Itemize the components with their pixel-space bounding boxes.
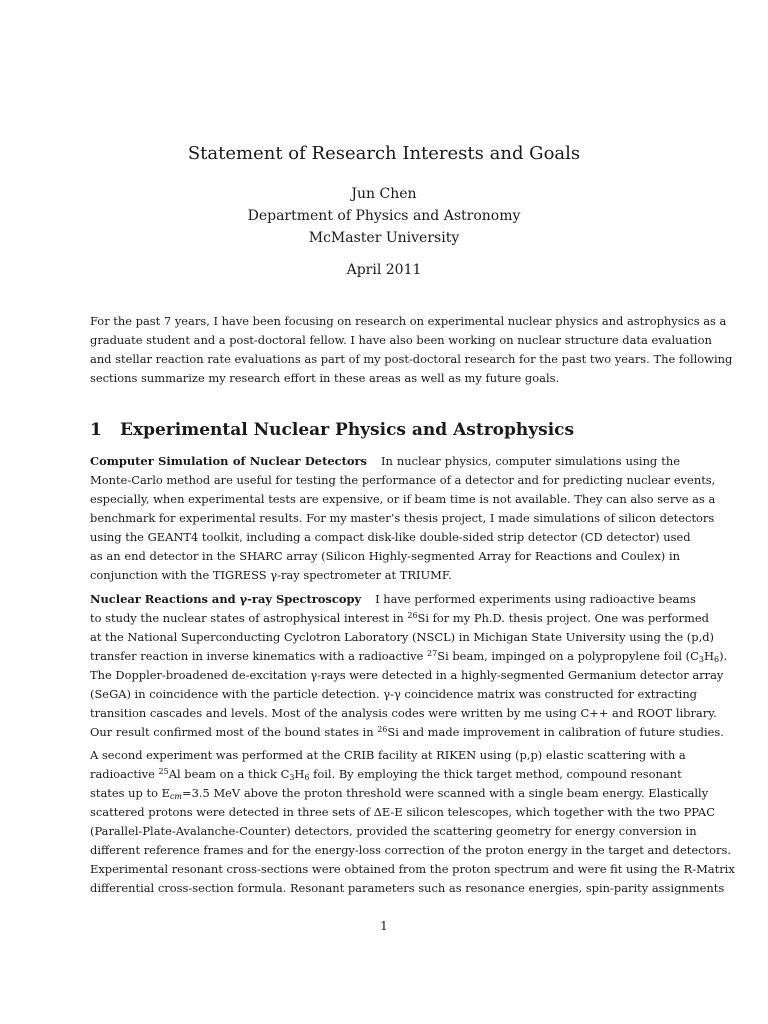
paragraph-line: Monte-Carlo method are useful for testing the performance of a detector and for predicting nuclear events, [90, 473, 716, 487]
page-number: 1 [380, 919, 388, 933]
paragraph-line: Nuclear Reactions and γ-ray Spectroscopy I have performed experiments using radioactive beams [90, 592, 696, 606]
paragraph-line: (SeGA) in coincidence with the particle detection. γ-γ coincidence matrix was constructed for extracting [90, 687, 698, 701]
paragraph-line: (Parallel-Plate-Avalanche-Counter) detectors, provided the scattering geometry for energy conversion in [90, 824, 697, 838]
paragraph-line: The Doppler-broadened de-excitation γ-rays were detected in a highly-segmented Germanium detector array [90, 668, 724, 682]
paragraph-nuclear-reactions [90, 590, 728, 742]
author-name: Jun Chen [351, 186, 417, 202]
intro-paragraph [90, 312, 733, 388]
runin-heading: Nuclear Reactions and γ-ray Spectroscopy [90, 592, 362, 606]
paragraph-line: as an end detector in the SHARC array (Silicon Highly-segmented Array for Reactions and Coulex) in [90, 549, 680, 563]
paragraph-line: differential cross-section formula. Resonant parameters such as resonance energies, spin-parity assignments [90, 881, 725, 895]
paragraph-second-experiment [90, 746, 735, 898]
paragraph-line: radioactive $^{25}$Al beam on a thick $C_3H_6$ foil. By employing the thick target method, compound resonant [90, 767, 682, 782]
paragraph-line: sections summarize my research effort in these areas as well as my future goals. [90, 371, 560, 385]
paragraph-line: to study the nuclear states of astrophysical interest in $^{26}$Si for my Ph.D. thesis project. One was performed [90, 611, 709, 625]
document-title: Statement of Research Interests and Goals [187, 143, 581, 164]
section-title: Experimental Nuclear Physics and Astrophysics [120, 420, 575, 440]
author-university: McMaster University [308, 230, 460, 246]
paragraph-line: A second experiment was performed at the CRIB facility at RIKEN using (p,p) elastic scattering with a [90, 748, 686, 762]
paragraph-line: graduate student and a post-doctoral fellow. I have also been working on nuclear structure data evaluation [90, 333, 712, 347]
paragraph-line: especially, when experimental tests are expensive, or if beam time is not available. They can also serve as a [90, 492, 716, 506]
document-date: April 2011 [346, 262, 422, 278]
paragraph-line: transfer reaction in inverse kinematics with a radioactive $^{27}$Si beam, impinged on a polypropylene foil $(C_3H_6)$. [90, 649, 728, 664]
paragraph-line: conjunction with the TIGRESS γ-ray spectrometer at TRIUMF. [90, 568, 452, 582]
paragraph-line: Experimental resonant cross-sections were obtained from the proton spectrum and were fit using the R-Matrix [90, 862, 735, 876]
paragraph-line: states up to $E_{cm}=3.5$ MeV above the proton threshold were scanned with a single beam energy. Elastically [90, 786, 709, 801]
runin-heading: Computer Simulation of Nuclear Detectors [90, 454, 367, 468]
paragraph-line: at the National Superconducting Cyclotron Laboratory (NSCL) in Michigan State University using the (p,d) [90, 630, 714, 644]
paragraph-line: Computer Simulation of Nuclear Detectors In nuclear physics, computer simulations using the [90, 454, 681, 468]
paragraph-line: different reference frames and for the energy-loss correction of the proton energy in the target and detectors. [90, 843, 731, 857]
section-number: 1 [90, 420, 102, 440]
paragraph-computer-simulation [90, 452, 716, 585]
paragraph-line: transition cascades and levels. Most of the analysis codes were written by me using C++ and ROOT library. [90, 706, 717, 720]
paragraph-line: For the past 7 years, I have been focusing on research on experimental nuclear physics and astrophysics as a [90, 314, 727, 328]
paragraph-line: and stellar reaction rate evaluations as part of my post-doctoral research for the past two years. The following [90, 352, 733, 366]
author-department: Department of Physics and Astronomy [247, 208, 521, 224]
paragraph-line: benchmark for experimental results. For my master’s thesis project, I made simulations of silicon detectors [90, 511, 715, 525]
paragraph-line: scattered protons were detected in three sets of ΔE-E silicon telescopes, which together with the two PPAC [90, 805, 715, 819]
paragraph-line: Our result confirmed most of the bound states in $^{26}$Si and made improvement in calibration of future studies. [90, 725, 724, 739]
paragraph-line: using the GEANT4 toolkit, including a compact disk-like double-sided strip detector (CD detector) used [90, 530, 691, 544]
section-heading [90, 418, 574, 442]
